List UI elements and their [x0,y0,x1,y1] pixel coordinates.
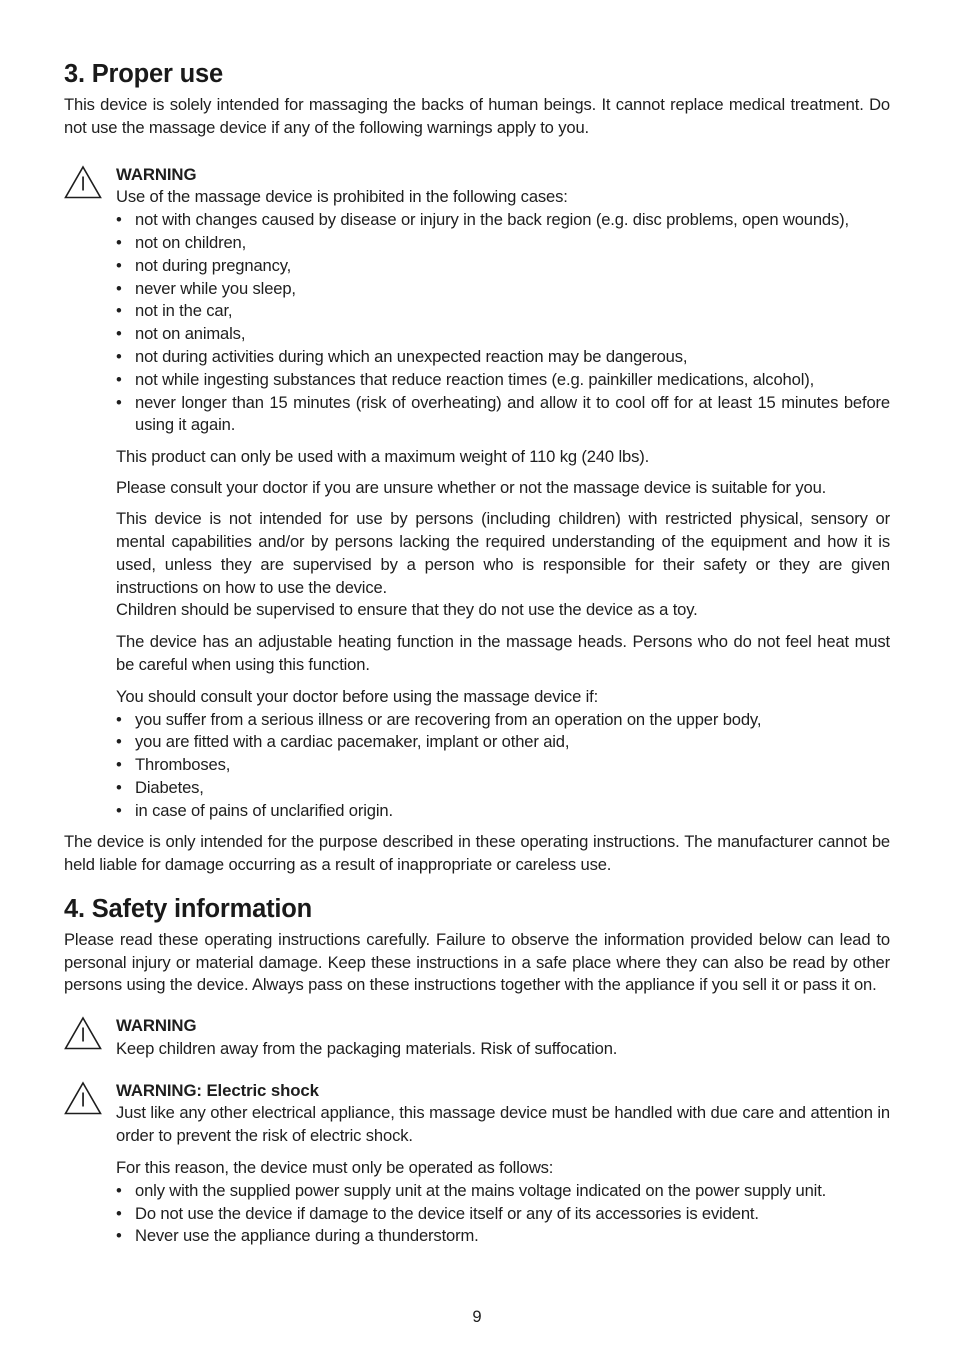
list-item: • not on children, [116,232,247,252]
children-supervision-note: Children should be supervised to ensure that they do not use the device as a toy. [116,600,698,620]
liability-note: The device is only intended for the purpose described in these operating instructions. The manufacturer cannot be held liable for damage occurring as a result of inappropriate or careless use. [64,832,890,874]
consult-doctor-note: Please consult your doctor if you are unsure whether or not the massage device is suitable for you. [116,477,827,497]
list-item: • not in the car, [116,301,233,321]
restricted-persons-note: This device is not intended for use by persons (including children) with restricted physical, sensory or mental capabilities and/or by persons lacking the required understanding of the equipment and how it is used, unless they are supervised by a person who is responsible for their safety or they are given instructions on how to use the device. [116,509,890,597]
page-number: 9 [472,1307,482,1326]
list-item: • not while ingesting substances that reduce reaction times (e.g. painkiller medications, alcohol), [116,369,815,389]
prohibited-uses-list [116,209,890,437]
list-item: • you suffer from a serious illness or are recovering from an operation on the upper body, [116,709,762,729]
consult-doctor-list [116,709,890,823]
section-heading-proper-use: 3. Proper use [64,60,223,88]
document-page [64,58,890,1248]
warning-triangle-icon [64,1016,102,1050]
list-item: • Never use the appliance during a thunderstorm. [116,1226,479,1246]
list-item: • not on animals, [116,324,246,344]
warning-block-electric-shock [64,1080,890,1249]
list-item: • not with changes caused by disease or injury in the back region (e.g. disc problems, open wounds), [116,210,849,230]
warning-block-packaging [64,1015,890,1061]
list-item: • Thromboses, [116,755,231,775]
list-item: • not during activities during which an unexpected reaction may be dangerous, [116,346,688,366]
heating-function-note: The device has an adjustable heating function in the massage heads. Persons who do not feel heat must be careful when using this function. [116,632,890,675]
warning-lead: Use of the massage device is prohibited in the following cases: [116,187,568,207]
warning-title: WARNING [116,164,197,184]
operation-rules-list [116,1180,890,1248]
list-item: • in case of pains of unclarified origin. [116,800,393,820]
list-item: • not during pregnancy, [116,255,292,275]
list-item: • Do not use the device if damage to the device itself or any of its accessories is evident. [116,1203,759,1223]
warning-block-prohibited-uses [64,164,890,823]
packaging-warning-text: Keep children away from the packaging materials. Risk of suffocation. [116,1038,618,1058]
warning-title: WARNING: Electric shock [116,1080,319,1100]
list-item: • Diabetes, [116,778,204,798]
section-heading-safety-information: 4. Safety information [64,894,313,923]
warning-title: WARNING [116,1016,197,1036]
max-weight-note: This product can only be used with a maximum weight of 110 kg (240 lbs). [116,446,650,466]
warning-triangle-icon [64,165,102,199]
list-item: • you are fitted with a cardiac pacemaker, implant or other aid, [116,732,570,752]
list-item: • never longer than 15 minutes (risk of overheating) and allow it to cool off for at least 15 minutes before using it again. [116,392,890,435]
warning-triangle-icon [64,1081,102,1115]
operation-lead: For this reason, the device must only be operated as follows: [116,1158,554,1178]
electric-shock-text: Just like any other electrical appliance, this massage device must be handled with due care and attention in order to prevent the risk of electric shock. [116,1103,890,1146]
list-item: • never while you sleep, [116,278,296,298]
consult-doctor-lead: You should consult your doctor before using the massage device if: [116,686,599,706]
list-item: • only with the supplied power supply unit at the mains voltage indicated on the power supply unit. [116,1180,827,1200]
safety-intro: Please read these operating instructions carefully. Failure to observe the information provided below can lead to personal injury or material damage. Keep these instructions in a safe place where they can also be read by other persons using the device. Always pass on these instructions together with the appliance if you sell it or pass it on. [64,929,890,995]
proper-use-intro: This device is solely intended for massaging the backs of human beings. It cannot replace medical treatment. Do not use the massage device if any of the following warnings apply to you. [64,95,890,137]
